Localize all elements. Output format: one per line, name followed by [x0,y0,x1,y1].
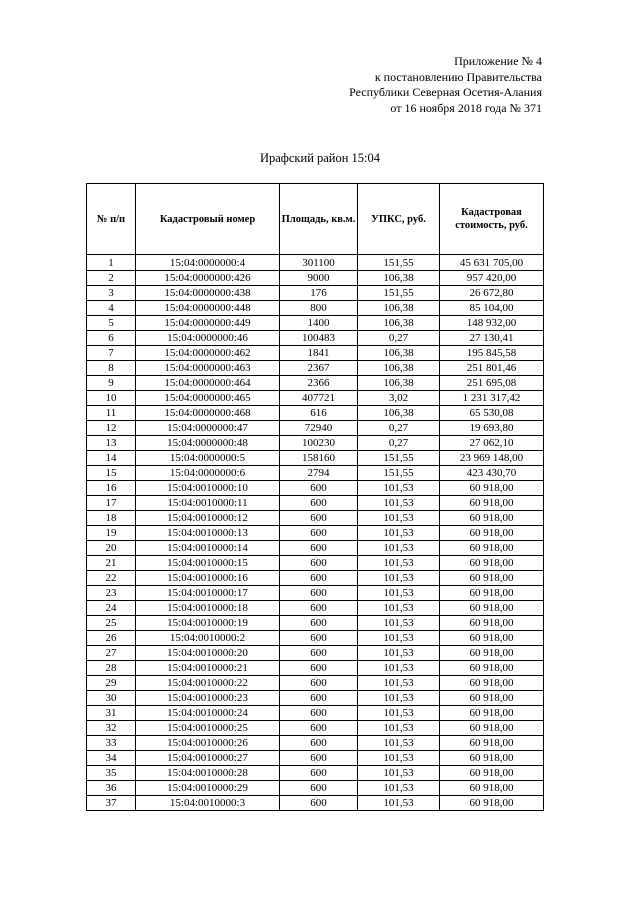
area-cell: 600 [280,496,358,511]
cadastral-number-cell: 15:04:0010000:14 [136,541,280,556]
row-number-cell: 34 [87,751,136,766]
table-row [87,406,544,421]
cadastral-value-cell: 60 918,00 [440,721,544,736]
cadastral-value-table [86,183,544,811]
upks-cell: 101,53 [358,766,440,781]
cadastral-number-cell: 15:04:0000000:48 [136,436,280,451]
cadastral-number-cell: 15:04:0010000:18 [136,601,280,616]
area-cell: 600 [280,766,358,781]
row-number-cell: 13 [87,436,136,451]
table-row [87,646,544,661]
cadastral-number-cell: 15:04:0010000:25 [136,721,280,736]
row-number-cell: 17 [87,496,136,511]
upks-cell: 0,27 [358,331,440,346]
cadastral-value-cell: 60 918,00 [440,691,544,706]
area-cell: 600 [280,526,358,541]
cadastral-number-cell: 15:04:0010000:15 [136,556,280,571]
row-number-cell: 25 [87,616,136,631]
table-header-row [87,184,544,255]
upks-cell: 101,53 [358,691,440,706]
cadastral-value-cell: 85 104,00 [440,301,544,316]
area-cell: 600 [280,541,358,556]
row-number-cell: 24 [87,601,136,616]
table-row [87,316,544,331]
table-row [87,631,544,646]
upks-cell: 106,38 [358,316,440,331]
upks-cell: 101,53 [358,556,440,571]
table-row [87,511,544,526]
upks-cell: 101,53 [358,601,440,616]
cadastral-number-cell: 15:04:0010000:2 [136,631,280,646]
row-number-cell: 16 [87,481,136,496]
cadastral-number-cell: 15:04:0010000:28 [136,766,280,781]
upks-cell: 106,38 [358,301,440,316]
district-title: Ирафский район 15:04 [259,151,381,165]
table-row [87,526,544,541]
cadastral-number-cell: 15:04:0000000:468 [136,406,280,421]
cadastral-number-cell: 15:04:0000000:47 [136,421,280,436]
cadastral-value-cell: 60 918,00 [440,796,544,811]
row-number-cell: 36 [87,781,136,796]
table-row [87,781,544,796]
row-number-cell: 33 [87,736,136,751]
row-number-cell: 6 [87,331,136,346]
row-number-cell: 30 [87,691,136,706]
cadastral-number-cell: 15:04:0010000:16 [136,571,280,586]
cadastral-value-cell: 19 693,80 [440,421,544,436]
area-cell: 600 [280,676,358,691]
row-number-cell: 19 [87,526,136,541]
table-row [87,376,544,391]
cadastral-number-cell: 15:04:0000000:465 [136,391,280,406]
area-cell: 600 [280,481,358,496]
upks-cell: 151,55 [358,451,440,466]
row-number-cell: 21 [87,556,136,571]
area-cell: 600 [280,571,358,586]
cadastral-value-cell: 957 420,00 [440,271,544,286]
row-number-cell: 29 [87,676,136,691]
upks-cell: 101,53 [358,751,440,766]
area-cell: 600 [280,736,358,751]
row-number-cell: 12 [87,421,136,436]
cadastral-value-cell: 60 918,00 [440,496,544,511]
cadastral-value-cell: 60 918,00 [440,571,544,586]
appendix-reference: к постановлению Правительства [374,69,542,84]
cadastral-number-cell: 15:04:0000000:438 [136,286,280,301]
upks-cell: 101,53 [358,526,440,541]
row-number-cell: 22 [87,571,136,586]
cadastral-value-cell: 60 918,00 [440,601,544,616]
cadastral-value-cell: 45 631 705,00 [440,255,544,271]
upks-cell: 101,53 [358,706,440,721]
table-row [87,541,544,556]
area-cell: 600 [280,601,358,616]
upks-cell: 151,55 [358,466,440,481]
upks-cell: 101,53 [358,721,440,736]
table-row [87,481,544,496]
cadastral-value-cell: 60 918,00 [440,706,544,721]
row-number-cell: 31 [87,706,136,721]
area-cell: 176 [280,286,358,301]
row-number-cell: 26 [87,631,136,646]
cadastral-value-cell: 60 918,00 [440,736,544,751]
upks-cell: 101,53 [358,496,440,511]
area-cell: 600 [280,796,358,811]
upks-cell: 101,53 [358,586,440,601]
cadastral-number-cell: 15:04:0010000:17 [136,586,280,601]
row-number-cell: 2 [87,271,136,286]
row-number-cell: 7 [87,346,136,361]
cadastral-number-cell: 15:04:0010000:22 [136,676,280,691]
table-row [87,436,544,451]
cadastral-value-cell: 60 918,00 [440,676,544,691]
upks-cell: 101,53 [358,676,440,691]
table-row [87,751,544,766]
upks-cell: 101,53 [358,511,440,526]
column-header-area: Площадь, кв.м. [280,184,358,255]
upks-cell: 101,53 [358,736,440,751]
area-cell: 600 [280,646,358,661]
cadastral-number-cell: 15:04:0000000:4 [136,255,280,271]
column-header-cadastral-number: Кадастровый номер [136,184,280,255]
cadastral-number-cell: 15:04:0010000:20 [136,646,280,661]
cadastral-value-cell: 60 918,00 [440,781,544,796]
row-number-cell: 5 [87,316,136,331]
upks-cell: 0,27 [358,436,440,451]
table-row [87,496,544,511]
area-cell: 1400 [280,316,358,331]
area-cell: 72940 [280,421,358,436]
row-number-cell: 1 [87,255,136,271]
cadastral-value-cell: 27 130,41 [440,331,544,346]
upks-cell: 106,38 [358,271,440,286]
area-cell: 100483 [280,331,358,346]
cadastral-value-cell: 251 801,46 [440,361,544,376]
cadastral-number-cell: 15:04:0010000:10 [136,481,280,496]
cadastral-value-cell: 26 672,80 [440,286,544,301]
table-row [87,255,544,271]
cadastral-value-cell: 23 969 148,00 [440,451,544,466]
cadastral-value-cell: 1 231 317,42 [440,391,544,406]
table-row [87,691,544,706]
table-row [87,661,544,676]
row-number-cell: 8 [87,361,136,376]
table-row [87,331,544,346]
table-row [87,736,544,751]
table-row [87,271,544,286]
row-number-cell: 20 [87,541,136,556]
row-number-cell: 37 [87,796,136,811]
table-body [87,255,544,811]
area-cell: 1841 [280,346,358,361]
row-number-cell: 18 [87,511,136,526]
row-number-cell: 35 [87,766,136,781]
cadastral-number-cell: 15:04:0010000:29 [136,781,280,796]
cadastral-value-cell: 148 932,00 [440,316,544,331]
area-cell: 158160 [280,451,358,466]
cadastral-value-cell: 60 918,00 [440,481,544,496]
upks-cell: 101,53 [358,616,440,631]
cadastral-number-cell: 15:04:0000000:46 [136,331,280,346]
cadastral-number-cell: 15:04:0000000:448 [136,301,280,316]
cadastral-number-cell: 15:04:0000000:426 [136,271,280,286]
row-number-cell: 4 [87,301,136,316]
upks-cell: 101,53 [358,541,440,556]
table-row [87,301,544,316]
area-cell: 407721 [280,391,358,406]
upks-cell: 3,02 [358,391,440,406]
table-row [87,391,544,406]
appendix-header [300,54,542,116]
upks-cell: 106,38 [358,376,440,391]
upks-cell: 106,38 [358,346,440,361]
table-row [87,601,544,616]
cadastral-value-cell: 251 695,08 [440,376,544,391]
row-number-cell: 23 [87,586,136,601]
area-cell: 2366 [280,376,358,391]
area-cell: 600 [280,661,358,676]
area-cell: 2794 [280,466,358,481]
cadastral-value-cell: 60 918,00 [440,556,544,571]
area-cell: 600 [280,586,358,601]
cadastral-number-cell: 15:04:0000000:462 [136,346,280,361]
area-cell: 2367 [280,361,358,376]
area-cell: 600 [280,751,358,766]
column-header-upks: УПКС, руб. [358,184,440,255]
upks-cell: 101,53 [358,571,440,586]
row-number-cell: 10 [87,391,136,406]
upks-cell: 101,53 [358,796,440,811]
cadastral-value-cell: 60 918,00 [440,526,544,541]
appendix-number: Приложение № 4 [454,54,542,68]
cadastral-value-cell: 65 530,08 [440,406,544,421]
row-number-cell: 11 [87,406,136,421]
area-cell: 301100 [280,255,358,271]
row-number-cell: 14 [87,451,136,466]
area-cell: 600 [280,556,358,571]
cadastral-value-cell: 60 918,00 [440,541,544,556]
table-row [87,421,544,436]
cadastral-number-cell: 15:04:0010000:27 [136,751,280,766]
area-cell: 600 [280,706,358,721]
table-row [87,721,544,736]
upks-cell: 101,53 [358,661,440,676]
table-row [87,616,544,631]
area-cell: 800 [280,301,358,316]
table-row [87,796,544,811]
table-row [87,346,544,361]
row-number-cell: 9 [87,376,136,391]
row-number-cell: 3 [87,286,136,301]
cadastral-number-cell: 15:04:0010000:19 [136,616,280,631]
upks-cell: 151,55 [358,286,440,301]
area-cell: 9000 [280,271,358,286]
cadastral-number-cell: 15:04:0000000:463 [136,361,280,376]
table-row [87,676,544,691]
cadastral-number-cell: 15:04:0010000:26 [136,736,280,751]
table-row [87,451,544,466]
cadastral-number-cell: 15:04:0010000:3 [136,796,280,811]
area-cell: 600 [280,721,358,736]
cadastral-value-cell: 60 918,00 [440,661,544,676]
table-row [87,586,544,601]
cadastral-value-cell: 195 845,58 [440,346,544,361]
table-row [87,286,544,301]
appendix-date: от 16 ноября 2018 года № 371 [390,100,542,115]
cadastral-number-cell: 15:04:0000000:5 [136,451,280,466]
area-cell: 600 [280,691,358,706]
cadastral-value-cell: 60 918,00 [440,766,544,781]
table-row [87,571,544,586]
appendix-republic: Республики Северная Осетия-Алания [349,85,542,99]
upks-cell: 101,53 [358,631,440,646]
upks-cell: 106,38 [358,406,440,421]
row-number-cell: 28 [87,661,136,676]
area-cell: 600 [280,631,358,646]
area-cell: 600 [280,511,358,526]
cadastral-value-cell: 60 918,00 [440,511,544,526]
cadastral-value-cell: 60 918,00 [440,631,544,646]
cadastral-value-cell: 60 918,00 [440,586,544,601]
cadastral-value-cell: 27 062,10 [440,436,544,451]
area-cell: 616 [280,406,358,421]
table-row [87,556,544,571]
cadastral-number-cell: 15:04:0010000:23 [136,691,280,706]
table-row [87,706,544,721]
upks-cell: 101,53 [358,646,440,661]
upks-cell: 101,53 [358,481,440,496]
cadastral-number-cell: 15:04:0010000:13 [136,526,280,541]
cadastral-number-cell: 15:04:0010000:21 [136,661,280,676]
cadastral-number-cell: 15:04:0000000:449 [136,316,280,331]
upks-cell: 0,27 [358,421,440,436]
cadastral-number-cell: 15:04:0000000:464 [136,376,280,391]
cadastral-value-cell: 60 918,00 [440,616,544,631]
cadastral-value-cell: 60 918,00 [440,751,544,766]
area-cell: 600 [280,616,358,631]
upks-cell: 151,55 [358,255,440,271]
table-row [87,466,544,481]
column-header-cadastral-value: Кадастровая стоимость, руб. [440,184,544,255]
upks-cell: 101,53 [358,781,440,796]
cadastral-number-cell: 15:04:0010000:24 [136,706,280,721]
upks-cell: 106,38 [358,361,440,376]
cadastral-number-cell: 15:04:0010000:11 [136,496,280,511]
area-cell: 100230 [280,436,358,451]
row-number-cell: 15 [87,466,136,481]
cadastral-value-cell: 60 918,00 [440,646,544,661]
column-header-number: № п/п [87,184,136,255]
row-number-cell: 32 [87,721,136,736]
cadastral-number-cell: 15:04:0000000:6 [136,466,280,481]
cadastral-number-cell: 15:04:0010000:12 [136,511,280,526]
table-row [87,361,544,376]
area-cell: 600 [280,781,358,796]
row-number-cell: 27 [87,646,136,661]
cadastral-value-cell: 423 430,70 [440,466,544,481]
table-row [87,766,544,781]
